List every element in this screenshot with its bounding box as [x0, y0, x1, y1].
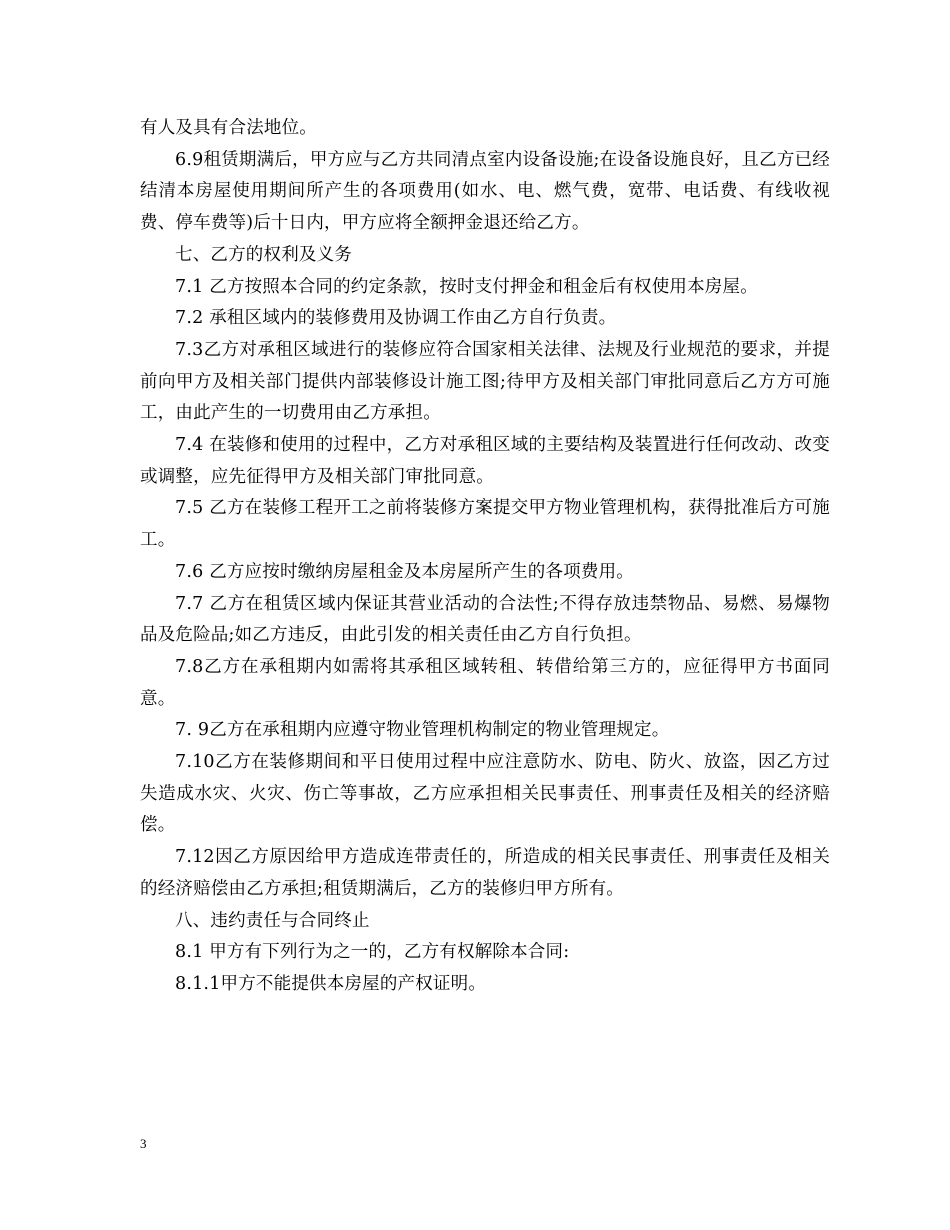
- clause-7-12: 7.12因乙方原因给甲方造成连带责任的，所造成的相关民事责任、刑事责任及相关的经济赔偿由乙方承担;租赁期满后，乙方的装修归甲方所有。: [140, 847, 830, 899]
- clause-7-10: 7.10乙方在装修期间和平日使用过程中应注意防水、防电、防火、放盗，因乙方过失造成水灾、火灾、伤亡等事故，乙方应承担相关民事责任、刑事责任及相关的经济赔偿。: [140, 752, 830, 836]
- paragraph-continuation: 有人及具有合法地位。: [140, 118, 317, 138]
- clause-7-5: 7.5 乙方在装修工程开工之前将装修方案提交甲方物业管理机构，获得批准后方可施工。: [140, 498, 830, 551]
- page-number: 3: [140, 1136, 147, 1151]
- section-heading-7: 七、乙方的权利及义务: [175, 244, 352, 265]
- clause-7-8: 7.8乙方在承租期内如需将其承租区域转租、转借给第三方的，应征得甲方书面同意。: [140, 656, 830, 709]
- clause-7-7: 7.7 乙方在租赁区域内保证其营业活动的合法性;不得存放违禁物品、易燃、易爆物品及危险品;如乙方违反，由此引发的相关责任由乙方自行负担。: [140, 593, 830, 646]
- clause-6-9: 6.9租赁期满后，甲方应与乙方共同清点室内设备设施;在设备设施良好，且乙方已经结清本房屋使用期间所产生的各项费用(如水、电、燃气费，宽带、电话费、有线收视费、停车费等)后十日内，甲方应将全额押金退还给乙方。: [140, 149, 830, 234]
- clause-7-9: 7. 9乙方在承租期内应遵守物业管理机构制定的物业管理规定。: [175, 720, 670, 741]
- clause-7-2: 7.2 承租区域内的装修费用及协调工作由乙方自行负责。: [175, 308, 617, 329]
- clause-7-1: 7.1 乙方按照本合同的约定条款，按时支付押金和租金后有权使用本房屋。: [175, 276, 758, 297]
- clause-7-4: 7.4 在装修和使用的过程中，乙方对承租区域的主要结构及装置进行任何改动、改变或调整，应先征得甲方及相关部门审批同意。: [140, 435, 830, 487]
- clause-8-1-1: 8.1.1甲方不能提供本房屋的产权证明。: [175, 973, 487, 994]
- document-body: [140, 113, 830, 1001]
- clause-8-1: 8.1 甲方有下列行为之一的，乙方有权解除本合同:: [175, 942, 570, 963]
- clause-7-3: 7.3乙方对承租区域进行的装修应符合国家相关法律、法规及行业规范的要求，并提前向甲方及相关部门提供内部装修设计施工图;待甲方及相关部门审批同意后乙方方可施工，由此产生的一切费用由乙方承担。: [140, 339, 830, 424]
- clause-7-6: 7.6 乙方应按时缴纳房屋租金及本房屋所产生的各项费用。: [175, 561, 634, 582]
- section-heading-8: 八、违约责任与合同终止: [175, 910, 370, 931]
